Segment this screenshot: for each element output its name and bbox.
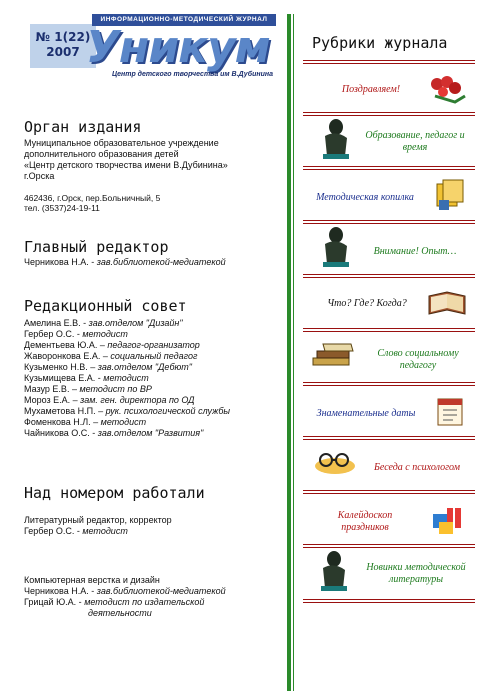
board-member xyxy=(24,428,203,439)
editor-line xyxy=(24,257,226,268)
rubric-rule xyxy=(303,382,475,383)
thinker-icon xyxy=(319,226,351,268)
rubric-congratulations[interactable] xyxy=(303,60,475,112)
layout-name: Черникова Н.А. - xyxy=(24,586,97,596)
member-role: зав.отделом "Дебют" xyxy=(97,362,192,372)
publisher-line: «Центр детского творчества имени В.Дубинина» xyxy=(24,160,228,170)
rubrics-heading: Рубрики журнала xyxy=(312,34,448,52)
rubric-rule xyxy=(303,112,475,113)
member-name: Кузьменко Н.В. – xyxy=(24,362,98,372)
rubric-rule xyxy=(303,385,475,386)
board-member xyxy=(24,384,152,395)
member-role: педагог-организатор xyxy=(107,340,200,350)
gifts-icon xyxy=(429,500,467,536)
member-name: Дементьева Ю.А. – xyxy=(24,340,108,350)
masthead-strip-text: ИНФОРМАЦИОННО-МЕТОДИЧЕСКИЙ ЖУРНАЛ xyxy=(100,16,268,23)
board-member xyxy=(24,318,183,329)
rubric-label: Что? Где? Когда? xyxy=(327,298,407,309)
member-name: Мазур Е.В. – xyxy=(24,384,80,394)
thinker-icon xyxy=(319,118,351,160)
member-name: Гербер О.С. - xyxy=(24,329,83,339)
issue-number: № 1(22) xyxy=(35,30,91,44)
board-heading: Редакционный совет xyxy=(24,297,187,315)
layout-credit-line xyxy=(24,597,204,608)
masthead xyxy=(30,14,276,86)
editor-role: зав.библиотекой-медиатекой xyxy=(96,257,226,267)
layout-position: методист по издательской xyxy=(84,597,205,607)
journal-logo: Уникум xyxy=(86,22,270,73)
rubric-new-literature[interactable] xyxy=(303,544,475,596)
rubric-rule xyxy=(303,544,475,545)
publisher-line: дополнительного образования детей xyxy=(24,149,179,159)
board-member xyxy=(24,340,200,351)
glasses-icon xyxy=(311,448,357,478)
masthead-subtitle: Центр детского творчества им В.Дубинина xyxy=(112,71,273,78)
rubric-rule xyxy=(303,328,475,329)
rubric-label: Калейдоскоп праздников xyxy=(337,510,393,533)
rubric-holidays[interactable] xyxy=(303,490,475,542)
board-member xyxy=(24,362,192,373)
layout-role: Компьютерная верстка и дизайн xyxy=(24,575,160,585)
rubric-label: Слово социальному педагогу xyxy=(377,348,459,371)
lit-editor-position: методист xyxy=(82,526,128,536)
lit-editor-line xyxy=(24,526,128,537)
rubric-rule xyxy=(303,602,475,603)
member-role: рук. психологической службы xyxy=(105,406,231,416)
rubric-rule xyxy=(303,547,475,548)
board-member xyxy=(24,417,146,428)
rubric-label: Образование, педагог и время xyxy=(365,130,465,153)
member-role: зав.отделом "Дизайн" xyxy=(88,318,183,328)
rubric-rule xyxy=(303,274,475,275)
rubric-dates[interactable] xyxy=(303,382,475,434)
rubric-methodical[interactable] xyxy=(303,166,475,218)
lit-editor-name: Гербер О.С. - xyxy=(24,526,83,536)
board-member xyxy=(24,395,194,406)
calendar-icon xyxy=(435,394,465,428)
publisher-line: Муниципальное образовательное учреждение xyxy=(24,138,219,148)
rubric-rule xyxy=(303,436,475,437)
rubric-rule xyxy=(303,331,475,332)
rubric-rule xyxy=(303,277,475,278)
board-member xyxy=(24,406,230,417)
rubric-rule xyxy=(303,439,475,440)
credits-heading: Над номером работали xyxy=(24,484,205,502)
rubric-quiz[interactable] xyxy=(303,274,475,326)
member-name: Мороз Е.А. – xyxy=(24,395,81,405)
member-name: Чайникова О.С. - xyxy=(24,428,98,438)
rubric-psychologist[interactable] xyxy=(303,436,475,488)
editor-name: Черникова Н.А. - xyxy=(24,257,97,267)
rubric-rule xyxy=(303,169,475,170)
rubric-experience[interactable] xyxy=(303,220,475,272)
books-icon xyxy=(311,342,355,372)
member-name: Мухаметова Н.П. – xyxy=(24,406,106,416)
rubric-label: Беседа с психологом xyxy=(374,462,460,473)
rubric-rule xyxy=(303,493,475,494)
rubric-rule xyxy=(303,490,475,491)
rubric-rule xyxy=(303,166,475,167)
member-role: зам. ген. директора по ОД xyxy=(80,395,195,405)
rubric-rule xyxy=(303,599,475,600)
member-name: Жаворонкова Е.А. – xyxy=(24,351,111,361)
rubric-label: Знаменательные даты xyxy=(316,408,416,419)
member-role: методист по ВР xyxy=(79,384,152,394)
editor-heading: Главный редактор xyxy=(24,238,169,256)
member-role: методист xyxy=(103,373,149,383)
publisher-phone: тел. (3537)24-19-11 xyxy=(24,203,100,213)
rubric-rule xyxy=(303,60,475,61)
board-member xyxy=(24,351,197,362)
rubric-rule xyxy=(303,115,475,116)
issue-year: 2007 xyxy=(46,45,80,59)
board-member xyxy=(24,373,149,384)
rubric-education[interactable] xyxy=(303,112,475,164)
thinker-icon xyxy=(317,550,349,592)
publisher-address: 462436, г.Орск, пер.Больничный, 5 xyxy=(24,193,161,203)
rubric-rule xyxy=(303,63,475,64)
publisher-line: г.Орска xyxy=(24,171,55,181)
lit-editor-role: Литературный редактор, корректор xyxy=(24,515,172,525)
column-divider xyxy=(287,14,291,691)
rubric-label: Внимание! Опыт… xyxy=(373,246,457,257)
layout-position: зав.библиотекой-медиатекой xyxy=(96,586,226,596)
open-book-icon xyxy=(427,288,467,318)
member-role: социальный педагог xyxy=(110,351,198,361)
rubric-social[interactable] xyxy=(303,328,475,380)
member-name: Фоменкова Н.Л. – xyxy=(24,417,101,427)
member-role: методист xyxy=(82,329,128,339)
layout-position-cont xyxy=(88,608,152,619)
publisher-heading: Орган издания xyxy=(24,118,142,136)
layout-position: деятельности xyxy=(88,608,152,618)
rubric-label: Поздравляем! xyxy=(341,84,401,95)
board-member xyxy=(24,329,128,340)
layout-name: Грицай Ю.А. - xyxy=(24,597,85,607)
folders-icon xyxy=(433,178,467,212)
rubric-label: Новинки методической литературы xyxy=(366,562,466,585)
rubric-rule xyxy=(303,220,475,221)
flowers-icon xyxy=(425,74,469,104)
member-name: Кузьмищева Е.А. - xyxy=(24,373,104,383)
member-role: методист xyxy=(100,417,147,427)
rubric-label: Методическая копилка xyxy=(316,192,414,203)
member-name: Амелина Е.В. - xyxy=(24,318,89,328)
layout-credit-line xyxy=(24,586,226,597)
member-role: зав.отделом "Развития" xyxy=(97,428,204,438)
rubric-rule xyxy=(303,223,475,224)
